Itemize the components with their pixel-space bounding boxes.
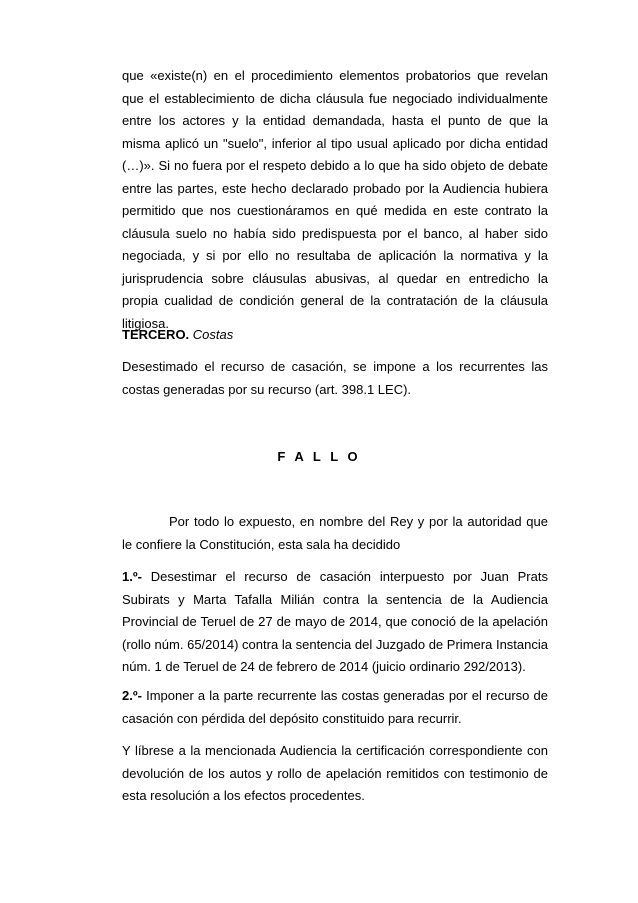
- ruling-item-2-number: 2.º-: [122, 688, 142, 703]
- intro-paragraph: que «existe(n) en el procedimiento elementos probatorios que revelan que el establecimiento de dicha cláusula fue negociado individualmente entre los actores y la entidad demandada, hasta el punto de que la misma aplicó un "suelo", inferior al tipo usual aplicado por dicha entidad (…)». Si no fuera por el respeto debido a lo que ha sido objeto de debate entre las partes, este hecho declarado probado por la Audiencia hubiera permitido que nos cuestionáramos en qué medida en este contrato la cláusula suelo no había sido predispuesta por el banco, al haber sido negociada, y si por ello no resultaba de aplicación la normativa y la jurisprudencia sobre cláusulas abusivas, al quedar en entredicho la propia cualidad de condición general de la contratación de la cláusula litigiosa.: [122, 68, 548, 331]
- librese-paragraph: Y líbrese a la mencionada Audiencia la certificación correspondiente con devolución de los autos y rollo de apelación remitidos con testimonio de esta resolución a los efectos procedentes.: [122, 743, 548, 803]
- ruling-item-1: [122, 566, 548, 679]
- ruling-item-1-text: Desestimar el recurso de casación interpuesto por Juan Prats Subirats y Marta Tafalla Milián contra la sentencia de la Audiencia Provincial de Teruel de 27 de mayo de 2014, que conoció de la apelación (rollo núm. 65/2014) contra la sentencia del Juzgado de Primera Instancia núm. 1 de Teruel de 24 de febrero de 2014 (juicio ordinario 292/2013).: [122, 569, 548, 674]
- ruling-item-2-text: Imponer a la parte recurrente las costas generadas por el recurso de casación con pérdida del depósito constituido para recurrir.: [122, 688, 548, 726]
- costas-paragraph: Desestimado el recurso de casación, se impone a los recurrentes las costas generadas por su recurso (art. 398.1 LEC).: [122, 359, 548, 397]
- section-tercero-label: TERCERO.: [122, 327, 190, 342]
- ruling-item-2: [122, 685, 548, 730]
- fallo-heading: F A L L O: [277, 449, 361, 464]
- section-tercero-title: Costas: [192, 327, 234, 342]
- ruling-item-1-number: 1.º-: [122, 569, 142, 584]
- section-tercero-heading: [122, 326, 548, 344]
- expuesto-paragraph: Por todo lo expuesto, en nombre del Rey y por la autoridad que le confiere la Constitución, esta sala ha decidido: [122, 514, 548, 552]
